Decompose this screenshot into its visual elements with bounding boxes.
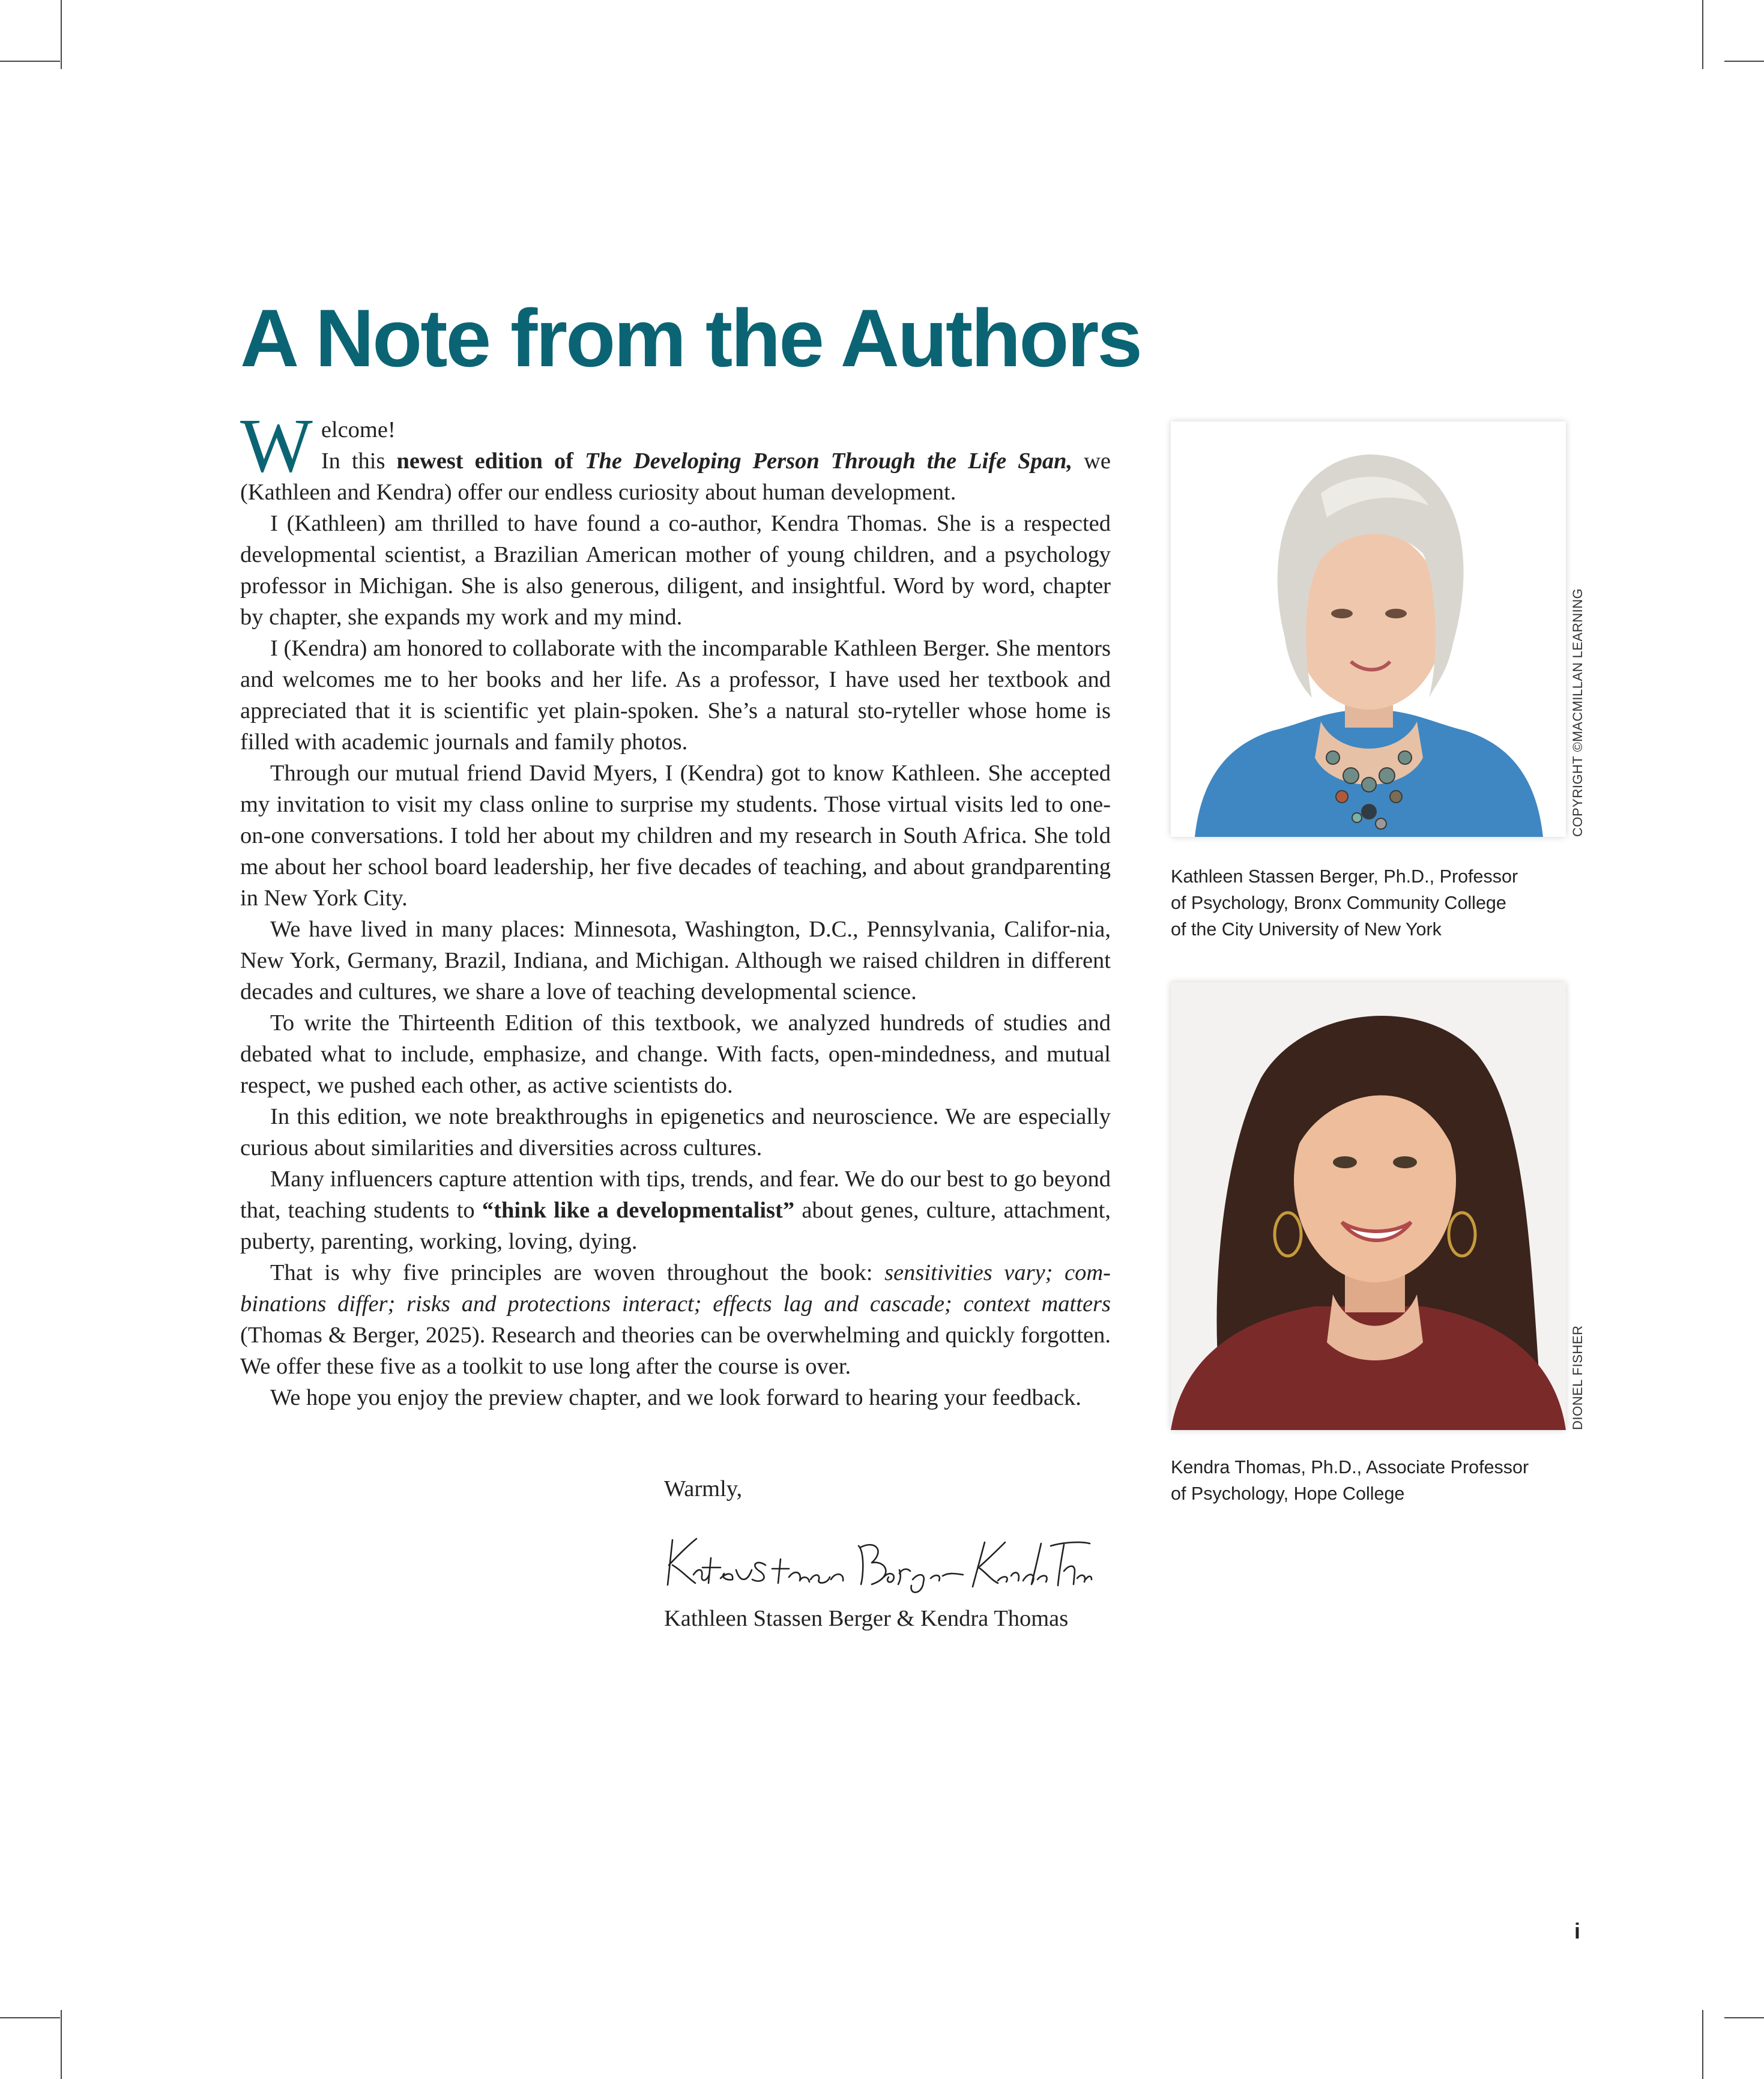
letter-body	[240, 403, 1111, 1413]
signature-names: Kathleen Stassen Berger & Kendra Thomas	[664, 1606, 1069, 1631]
paragraph: I (Kendra) am honored to collaborate with the incomparable Kathleen Berger. She mentors and welcomes me to her books and her life. As a professor, I have used her textbook and appreciated that it is scientific yet plain-spoken. She’s a natural sto-ryteller whose home is filled with academic journals and family photos.	[240, 636, 1111, 755]
crop-mark	[0, 2017, 60, 2018]
crop-mark	[1724, 61, 1764, 62]
crop-mark	[1702, 0, 1703, 69]
paragraph: I (Kathleen) am thrilled to have found a co-author, Kendra Thomas. She is a respected developmental scientist, a Brazilian American mother of young children, and a psychology professor in Michigan. She is also generous, diligent, and insightful. Word by word, chapter by chapter, she expands my work and my mind.	[240, 511, 1111, 630]
closing-word: Warmly,	[664, 1476, 743, 1501]
page-number: i	[1574, 1919, 1581, 1943]
paragraph: To write the Thirteenth Edition of this textbook, we analyzed hundreds of studies and debated what to include, emphasize, and change. With facts, open-mindedness, and mutual respect, we pushed each other, as active scientists do.	[240, 1010, 1111, 1098]
photo-credit: DIONEL FISHER	[1570, 1325, 1585, 1430]
paragraph: We have lived in many places: Minnesota, Washington, D.C., Pennsylvania, Califor-nia, New York, Germany, Brazil, Indiana, and Michigan. Although we raised children in different decades and cultures, we share a love of teaching developmental science.	[240, 917, 1111, 1004]
page-title: A Note from the Authors	[240, 292, 1141, 384]
paragraph: That is why five principles are woven throughout the book: sensitivities vary; com-binations differ; risks and protections interact; effects lag and cascade; context matters (Thomas & Berger, 2025). Research and theories can be overwhelming and quickly forgotten. We offer these five as a toolkit to use long after the course is over.	[240, 1260, 1111, 1379]
signature-image	[660, 1528, 1093, 1594]
emphasis-phrase: “think like a developmentalist”	[482, 1198, 795, 1223]
crop-mark	[1702, 2010, 1703, 2079]
portrait-image	[1171, 421, 1566, 837]
photo-caption-kathleen: Kathleen Stassen Berger, Ph.D., Professor of Psychology, Bronx Community College of the City University of New York	[1171, 866, 1518, 940]
crop-mark	[61, 0, 62, 69]
drop-cap: W	[240, 403, 313, 488]
crop-mark	[0, 61, 60, 62]
portrait-image	[1171, 982, 1566, 1430]
paragraph: In this edition, we note breakthroughs in epigenetics and neuroscience. We are especially curious about similarities and diversities across cultures.	[240, 1104, 1111, 1160]
author-photo-kathleen	[1171, 421, 1566, 837]
crop-mark	[61, 2010, 62, 2079]
welcome-paragraph: Welcome! In this newest edition of The Developing Person Through the Life Span, we (Kathleen and Kendra) offer our endless curiosity about human development.	[240, 403, 1111, 505]
crop-mark	[1724, 2017, 1764, 2018]
principles-list: sensitivities vary; com-binations differ; risks and protections interact; effects lag and cascade; context matters	[240, 1260, 1111, 1317]
paragraph: Through our mutual friend David Myers, I (Kendra) got to know Kathleen. She accepted my invitation to visit my class online to surprise my students. Those virtual visits led to one-on-one conversations. I told her about my children and my research in South Africa. She told me about her school board leadership, her five decades of teaching, and about grandparenting in New York City.	[240, 761, 1111, 911]
paragraph: We hope you enjoy the preview chapter, and we look forward to hearing your feedback.	[270, 1385, 1081, 1410]
author-photo-kendra	[1171, 982, 1566, 1430]
photo-credit: COPYRIGHT ©MACMILLAN LEARNING	[1570, 588, 1585, 837]
welcome-text: elcome!	[321, 417, 396, 442]
book-title: The Developing Person Through the Life Span,	[584, 448, 1073, 474]
photo-caption-kendra: Kendra Thomas, Ph.D., Associate Professor of Psychology, Hope College	[1171, 1457, 1529, 1504]
paragraph: Many influencers capture attention with tips, trends, and fear. We do our best to go beyond that, teaching students to “think like a developmentalist” about genes, culture, attachment, puberty, parenting, working, loving, dying.	[240, 1166, 1111, 1254]
